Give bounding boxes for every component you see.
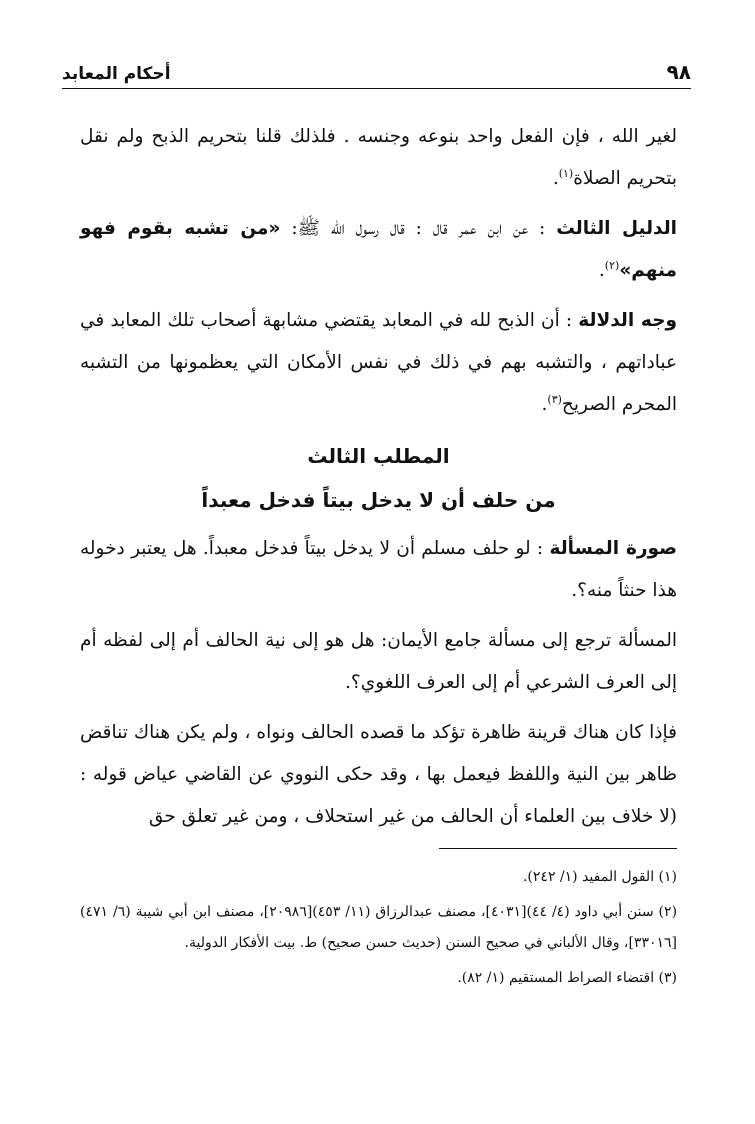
footnote-ref-1: (١) [558, 166, 574, 180]
issue-label: صورة المسألة [549, 538, 677, 559]
footnote-ref-2: (٢) [604, 258, 620, 272]
paragraph-intent: فإذا كان هناك قرينة ظاهرة تؤكد ما قصده الحالف ونواه ، ولم يكن هناك تناقض ظاهر بين النية واللفظ فيعمل بها ، وقد حكى النووي عن القاضي عياض قوله : (لا خلاف بين العلماء أن الحالف من غير استحلاف ، ومن غير تعلق حق [80, 722, 677, 827]
section-subheading: من حلف أن لا يدخل بيتاً فدخل معبداً [201, 488, 556, 512]
paragraph-issue: صورة المسألة : لو حلف مسلم أن لا يدخل بيتاً فدخل معبداً. هل يعتبر دخوله هذا حنثاً منه؟. [80, 538, 677, 601]
paragraph-oaths: المسألة ترجع إلى مسألة جامع الأيمان: هل هو إلى نية الحالف أم إلى لفظه أم إلى العرف الشرعي أم إلى العرف اللغوي؟. [80, 630, 677, 693]
footnotes [80, 862, 677, 998]
evidence-label: الدليل الثالث [556, 218, 678, 239]
indication-label: وجه الدلالة [578, 310, 677, 331]
page-header [62, 52, 691, 89]
page-number: ٩٨ [666, 60, 691, 84]
hadith-quote: «من تشبه بقوم فهو منهم» [80, 218, 677, 281]
footnote-3: (٣) اقتضاء الصراط المستقيم (١/ ٨٢). [457, 970, 677, 986]
book-title: أحكام المعابد [62, 64, 171, 84]
paragraph-evidence-3: الدليل الثالث : عن ابن عمر قال : قال رسول الله ﷺ: «من تشبه بقوم فهو منهم»$^{(٢)}$. [80, 218, 678, 281]
footnote-divider [439, 848, 677, 849]
main-text [80, 116, 677, 846]
paragraph-indication: وجه الدلالة : أن الذبح لله في المعابد يقتضي مشابهة أصحاب تلك المعابد في عباداتهم ، والتشبه بهم في ذلك في نفس الأمكان التي يعظمونها من التشبه المحرم الصريح$^{(٣)}$. [80, 310, 677, 415]
footnote-1: (١) القول المفيد (١/ ٢٤٢). [522, 869, 677, 885]
footnote-ref-3: (٣) [547, 392, 562, 406]
footnote-2: (٢) سنن أبي داود (٤/ ٤٤)[٤٠٣١]، مصنف عبدالرزاق (١١/ ٤٥٣)[٢٠٩٨٦]، مصنف ابن أبي شيبة (٦/ ٤٧١)[٣٣٠١٦]، وقال الألباني في صحيح السنن (حديث حسن صحيح) ط. بيت الأفكار الدولية. [80, 904, 678, 951]
section-heading: المطلب الثالث [307, 444, 450, 468]
paragraph-1: لغير الله ، فإن الفعل واحد بنوعه وجنسه . فلذلك قلنا بتحريم الذبح ولم نقل بتحريم الصلاة$^{(١)}$. [80, 126, 677, 189]
